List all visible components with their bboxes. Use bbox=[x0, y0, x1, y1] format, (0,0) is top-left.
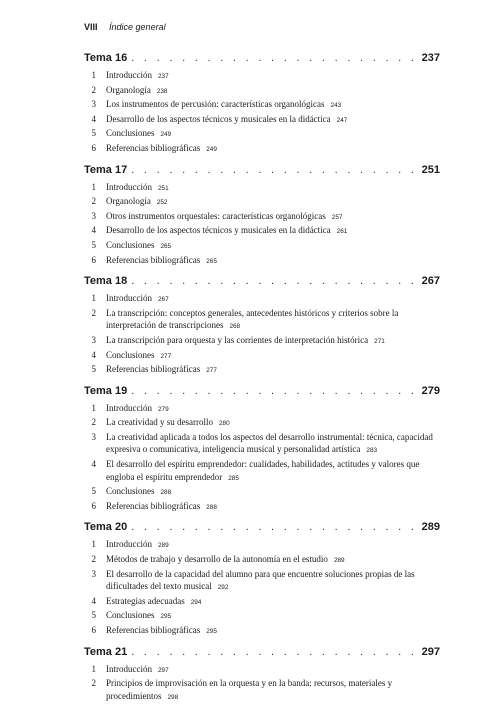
entry-number: 2 bbox=[91, 307, 96, 318]
toc-entry[interactable] bbox=[84, 195, 440, 210]
entry-body bbox=[106, 416, 440, 431]
entry-number: 2 bbox=[91, 417, 96, 428]
entry-title: Principios de improvisación en la orquesta y en la banda: recursos, materiales y procedimientos bbox=[106, 678, 393, 701]
tema-heading[interactable] bbox=[84, 521, 440, 538]
toc-entry[interactable] bbox=[84, 431, 440, 458]
entry-number: 6 bbox=[91, 500, 96, 511]
entry-title: Conclusiones bbox=[106, 128, 155, 139]
entry-title: El desarrollo del espíritu emprendedor: cualidades, habilidades, actitudes y valores que engloba el espíritu emprendedor bbox=[106, 459, 420, 482]
toc-entry[interactable] bbox=[84, 292, 440, 307]
toc-entry[interactable] bbox=[84, 113, 440, 128]
entry-page-number: 252 bbox=[156, 199, 168, 207]
toc-entry[interactable] bbox=[84, 210, 440, 225]
tema-title: Tema 17 bbox=[84, 163, 128, 176]
entry-number: 2 bbox=[91, 554, 96, 565]
entry-number: 1 bbox=[91, 70, 96, 80]
entry-page-number: 237 bbox=[157, 73, 169, 80]
entry-number: 2 bbox=[91, 196, 96, 207]
entry-number: 1 bbox=[91, 402, 96, 413]
entry-title: Organología bbox=[106, 84, 151, 95]
toc-entry[interactable] bbox=[84, 553, 440, 568]
tema-heading[interactable] bbox=[84, 385, 440, 402]
tema-section bbox=[84, 385, 440, 515]
tema-page-number: 297 bbox=[421, 645, 440, 658]
entry-body bbox=[106, 568, 440, 595]
entry-title: Conclusiones bbox=[106, 239, 155, 250]
tema-title: Tema 19 bbox=[84, 384, 128, 397]
tema-heading[interactable] bbox=[84, 275, 440, 292]
entry-number: 5 bbox=[91, 364, 96, 375]
entry-page-number: 289 bbox=[157, 542, 169, 550]
entry-title: El desarrollo de la capacidad del alumno para que encuentre soluciones propias de las dificultades del texto musical bbox=[106, 568, 415, 592]
entry-page-number: 249 bbox=[160, 131, 172, 139]
entry-body bbox=[106, 595, 440, 610]
tema-section bbox=[84, 164, 440, 269]
header-page-number: VIII bbox=[84, 22, 98, 32]
entry-page-number: 243 bbox=[330, 102, 342, 110]
entry-title: Métodos de trabajo y desarrollo de la autonomía en el estudio bbox=[106, 554, 328, 565]
tema-section bbox=[84, 275, 440, 378]
tema-title: Tema 18 bbox=[84, 275, 128, 288]
entry-page-number: 271 bbox=[374, 337, 385, 345]
toc-entry[interactable] bbox=[84, 98, 440, 113]
entry-body bbox=[106, 485, 440, 500]
entry-title: Otros instrumentos orquestales: características organológicas bbox=[106, 210, 326, 221]
entry-page-number: 285 bbox=[228, 474, 239, 482]
toc-entry[interactable] bbox=[84, 458, 440, 485]
entry-page-number: 292 bbox=[217, 584, 229, 592]
entry-number: 4 bbox=[91, 113, 96, 124]
entry-page-number: 257 bbox=[331, 213, 343, 221]
dot-leader bbox=[131, 646, 417, 658]
entry-page-number: 265 bbox=[206, 257, 217, 265]
toc-entry[interactable] bbox=[84, 363, 440, 378]
entry-number: 3 bbox=[91, 210, 96, 221]
entry-page-number: 295 bbox=[206, 628, 217, 635]
entry-body bbox=[106, 349, 440, 364]
toc-entry[interactable] bbox=[84, 334, 440, 349]
toc-entry[interactable] bbox=[84, 624, 440, 639]
toc-entry[interactable] bbox=[84, 181, 440, 196]
toc-entry[interactable] bbox=[84, 349, 440, 364]
tema-page-number: 289 bbox=[421, 521, 440, 534]
tema-section bbox=[84, 521, 440, 638]
entry-title: Estrategias adecuadas bbox=[106, 595, 185, 606]
entry-body bbox=[106, 363, 440, 378]
toc-entry[interactable] bbox=[84, 595, 440, 610]
entry-body bbox=[106, 663, 440, 678]
dot-leader bbox=[131, 52, 417, 64]
entry-page-number: 251 bbox=[157, 184, 169, 192]
entry-body bbox=[106, 677, 440, 704]
entry-number: 3 bbox=[91, 99, 96, 110]
entry-title: Referencias bibliográficas bbox=[106, 625, 201, 635]
tema-section bbox=[84, 52, 440, 157]
entry-title: Conclusiones bbox=[106, 610, 155, 621]
header-title: Índice general bbox=[109, 22, 166, 32]
entry-page-number: 289 bbox=[333, 557, 345, 565]
entry-title: La transcripción para orquesta y las corrientes de interpretación histórica bbox=[106, 334, 369, 345]
entry-title: Conclusiones bbox=[106, 486, 155, 497]
toc-entry[interactable] bbox=[84, 663, 440, 678]
entry-body bbox=[106, 224, 440, 239]
entry-title: Organología bbox=[106, 196, 151, 207]
toc-entry[interactable] bbox=[84, 239, 440, 254]
entry-page-number: 298 bbox=[167, 693, 179, 701]
entry-page-number: 249 bbox=[206, 145, 217, 153]
entry-body bbox=[106, 210, 440, 225]
dot-leader bbox=[131, 521, 417, 533]
entry-page-number: 288 bbox=[160, 489, 172, 497]
entry-body bbox=[106, 500, 440, 515]
entry-page-number: 294 bbox=[190, 598, 202, 606]
toc-entry[interactable] bbox=[84, 84, 440, 99]
entry-body bbox=[106, 181, 440, 196]
entry-title: Introducción bbox=[106, 402, 152, 413]
entry-number: 3 bbox=[91, 568, 96, 579]
toc-entry[interactable] bbox=[84, 485, 440, 500]
entry-number: 2 bbox=[91, 678, 96, 689]
entry-body bbox=[106, 195, 440, 210]
toc-entry[interactable] bbox=[84, 402, 440, 417]
entry-number: 5 bbox=[91, 239, 96, 250]
entry-body bbox=[106, 84, 440, 99]
dot-leader bbox=[131, 385, 417, 397]
tema-title: Tema 20 bbox=[84, 521, 128, 534]
entry-number: 2 bbox=[91, 84, 96, 95]
entry-body bbox=[106, 609, 440, 624]
entry-number: 1 bbox=[91, 663, 96, 674]
entry-page-number: 267 bbox=[157, 296, 169, 304]
entry-body bbox=[106, 239, 440, 254]
entry-number: 6 bbox=[91, 625, 96, 635]
toc-entry[interactable] bbox=[84, 142, 440, 157]
tema-section bbox=[84, 646, 440, 705]
tema-heading[interactable] bbox=[84, 164, 440, 181]
entry-page-number: 297 bbox=[157, 666, 169, 674]
entry-body bbox=[106, 458, 440, 485]
entry-title: Desarrollo de los aspectos técnicos y musicales en la didáctica bbox=[106, 113, 331, 124]
toc-entry[interactable] bbox=[84, 500, 440, 515]
entry-title: Referencias bibliográficas bbox=[106, 500, 201, 511]
entry-number: 5 bbox=[91, 610, 96, 621]
tema-page-number: 267 bbox=[421, 275, 440, 288]
entry-page-number: 261 bbox=[336, 228, 348, 236]
entry-number: 1 bbox=[91, 293, 96, 304]
entry-body bbox=[106, 127, 440, 142]
entry-title: Referencias bibliográficas bbox=[106, 364, 201, 375]
table-of-contents bbox=[84, 52, 440, 711]
entry-title: Introducción bbox=[106, 181, 152, 192]
entry-number: 4 bbox=[91, 459, 96, 470]
entry-number: 1 bbox=[91, 539, 96, 550]
entry-body bbox=[106, 254, 440, 269]
entry-number: 4 bbox=[91, 595, 96, 606]
entry-page-number: 280 bbox=[218, 420, 230, 428]
entry-page-number: 265 bbox=[160, 242, 172, 250]
entry-body bbox=[106, 334, 440, 349]
entry-body bbox=[106, 292, 440, 307]
tema-page-number: 251 bbox=[421, 163, 440, 176]
toc-entry[interactable] bbox=[84, 69, 440, 84]
entry-page-number: 283 bbox=[366, 447, 378, 455]
entry-body bbox=[106, 69, 440, 84]
tema-page-number: 279 bbox=[421, 384, 440, 397]
entry-number: 6 bbox=[91, 254, 96, 265]
entry-title: Los instrumentos de percusión: características organológicas bbox=[106, 99, 325, 110]
entry-number: 5 bbox=[91, 128, 96, 139]
toc-entry[interactable] bbox=[84, 224, 440, 239]
entry-page-number: 279 bbox=[157, 405, 169, 413]
entry-number: 6 bbox=[91, 142, 96, 153]
entry-page-number: 238 bbox=[156, 87, 168, 95]
entry-page-number: 277 bbox=[160, 352, 172, 360]
toc-entry[interactable] bbox=[84, 568, 440, 595]
entry-title: Desarrollo de los aspectos técnicos y musicales en la didáctica bbox=[106, 225, 331, 236]
entry-page-number: 247 bbox=[336, 116, 348, 124]
entry-title: Introducción bbox=[106, 70, 152, 80]
running-header bbox=[84, 22, 166, 36]
dot-leader bbox=[131, 275, 417, 287]
toc-entry[interactable] bbox=[84, 127, 440, 142]
entry-number: 1 bbox=[91, 181, 96, 192]
entry-page-number: 295 bbox=[160, 613, 172, 621]
toc-entry[interactable] bbox=[84, 677, 440, 704]
entry-body bbox=[106, 553, 440, 568]
tema-heading[interactable] bbox=[84, 52, 440, 69]
entry-title: Referencias bibliográficas bbox=[106, 142, 201, 153]
tema-title: Tema 16 bbox=[84, 52, 128, 64]
entry-body bbox=[106, 431, 440, 458]
toc-entry[interactable] bbox=[84, 254, 440, 269]
entry-body bbox=[106, 307, 440, 334]
tema-heading[interactable] bbox=[84, 646, 440, 663]
entry-title: Introducción bbox=[106, 293, 152, 304]
entry-number: 3 bbox=[91, 431, 96, 442]
entry-number: 4 bbox=[91, 349, 96, 360]
toc-entry[interactable] bbox=[84, 307, 440, 334]
entry-title: Conclusiones bbox=[106, 349, 155, 360]
entry-body bbox=[106, 624, 440, 639]
entry-page-number: 288 bbox=[206, 503, 217, 511]
entry-title: La creatividad aplicada a todos los aspectos del desarrollo instrumental: técnica, capacidad expresiva o comunicativa, inteligencia musical y personalidad artística bbox=[106, 431, 433, 455]
entry-title: Referencias bibliográficas bbox=[106, 254, 201, 265]
entry-body bbox=[106, 142, 440, 157]
entry-page-number: 268 bbox=[229, 323, 241, 331]
entry-body bbox=[106, 538, 440, 553]
entry-number: 4 bbox=[91, 225, 96, 236]
entry-number: 5 bbox=[91, 486, 96, 497]
toc-entry[interactable] bbox=[84, 538, 440, 553]
toc-entry[interactable] bbox=[84, 416, 440, 431]
entry-body bbox=[106, 402, 440, 417]
entry-number: 3 bbox=[91, 334, 96, 345]
entry-title: Introducción bbox=[106, 539, 152, 550]
entry-title: La creatividad y su desarrollo bbox=[106, 417, 213, 428]
entry-body bbox=[106, 98, 440, 113]
entry-body bbox=[106, 113, 440, 128]
entry-title: Introducción bbox=[106, 663, 152, 674]
entry-page-number: 277 bbox=[206, 367, 217, 375]
toc-entry[interactable] bbox=[84, 609, 440, 624]
tema-page-number: 237 bbox=[421, 52, 440, 64]
tema-title: Tema 21 bbox=[84, 645, 128, 658]
entry-title: La transcripción: conceptos generales, antecedentes históricos y criterios sobre la interpretación de transcripciones bbox=[106, 307, 399, 331]
dot-leader bbox=[131, 164, 417, 176]
